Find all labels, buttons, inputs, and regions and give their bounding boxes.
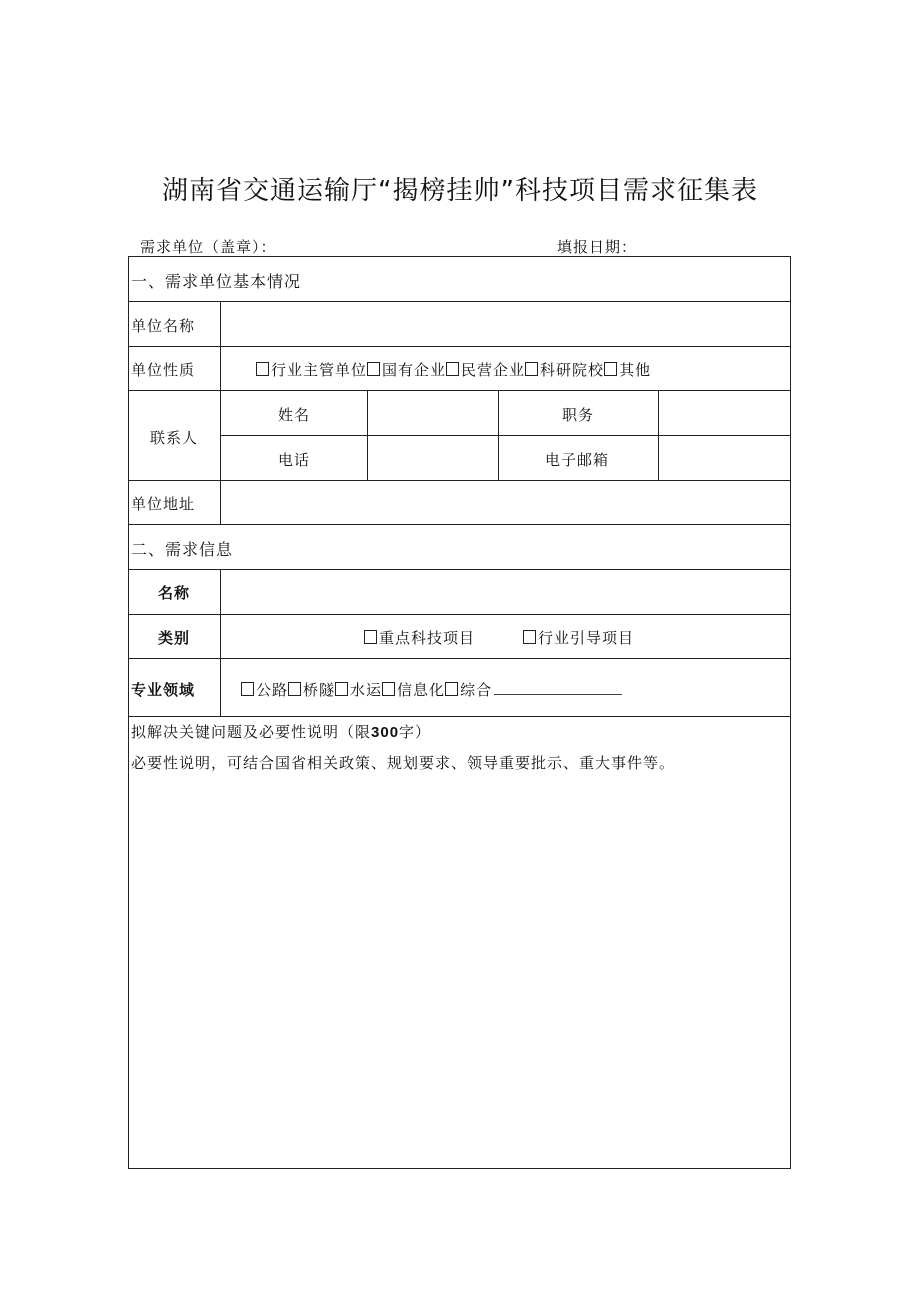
row-divider: [128, 480, 791, 481]
checkbox-icon: [335, 682, 348, 696]
col-divider: [367, 390, 368, 480]
contact-email-field[interactable]: [660, 437, 789, 479]
nature-option[interactable]: 民营企业: [446, 359, 525, 380]
field-option[interactable]: 桥隧: [288, 679, 335, 700]
row-divider: [128, 301, 791, 302]
contact-name-field[interactable]: [369, 392, 496, 434]
nature-option[interactable]: 科研院校: [525, 359, 604, 380]
col-divider: [498, 390, 499, 480]
field-option[interactable]: 公路: [241, 679, 288, 700]
col-divider: [220, 569, 221, 716]
unit-nature-options: [256, 359, 651, 380]
checkbox-icon: [445, 682, 458, 696]
fill-date-label: 填报日期：: [557, 238, 638, 256]
row-divider: [128, 524, 791, 525]
unit-nature-label: 单位性质: [131, 361, 196, 379]
category-option-guide[interactable]: 行业引导项目: [523, 627, 634, 648]
row-divider: [128, 658, 791, 659]
unit-seal-label: 需求单位（盖章）：: [140, 238, 277, 256]
row-divider: [128, 716, 791, 717]
category-label: 类别: [158, 629, 191, 647]
row-divider: [128, 390, 791, 391]
nature-option[interactable]: 行业主管单位: [256, 359, 367, 380]
section2-title: 二、需求信息: [131, 540, 234, 559]
unit-address-label: 单位地址: [131, 495, 196, 513]
demand-name-label: 名称: [158, 584, 191, 602]
checkbox-icon: [446, 362, 459, 376]
row-divider: [128, 569, 791, 570]
nature-option[interactable]: 国有企业: [367, 359, 446, 380]
row-divider: [128, 614, 791, 615]
contact-email-label: 电子邮箱: [545, 451, 610, 469]
contact-position-field[interactable]: [660, 392, 789, 434]
contact-position-label: 职务: [562, 406, 595, 424]
checkbox-icon: [604, 362, 617, 376]
section1-title: 一、需求单位基本情况: [131, 272, 302, 291]
contact-label: 联系人: [150, 429, 199, 447]
field-option[interactable]: 信息化: [382, 679, 445, 700]
field-options: [241, 679, 622, 700]
checkbox-icon: [364, 630, 377, 644]
checkbox-icon: [382, 682, 395, 696]
page-title: 湖南省交通运输厅“揭榜挂帅”科技项目需求征集表: [162, 176, 758, 206]
checkbox-icon: [367, 362, 380, 376]
nature-option[interactable]: 其他: [604, 359, 651, 380]
contact-name-label: 姓名: [278, 406, 311, 424]
row-divider: [220, 435, 791, 436]
field-label: 专业领域: [131, 681, 196, 699]
checkbox-icon: [523, 630, 536, 644]
row-divider: [128, 346, 791, 347]
field-other-blank[interactable]: [494, 682, 622, 695]
unit-name-field[interactable]: [222, 303, 789, 344]
checkbox-icon: [288, 682, 301, 696]
checkbox-icon: [256, 362, 269, 376]
checkbox-icon: [241, 682, 254, 696]
category-option-key[interactable]: 重点科技项目: [364, 627, 475, 648]
contact-phone-field[interactable]: [369, 437, 496, 479]
col-divider: [220, 301, 221, 524]
contact-phone-label: 电话: [278, 451, 311, 469]
field-option[interactable]: 综合: [445, 679, 492, 700]
problem-hint: 必要性说明，可结合国省相关政策、规划要求、领导重要批示、重大事件等。: [131, 754, 676, 772]
problem-text-area[interactable]: [130, 775, 789, 1167]
demand-name-field[interactable]: [222, 571, 789, 612]
unit-address-field[interactable]: [222, 482, 789, 523]
problem-label: 拟解决关键问题及必要性说明（限300字）: [131, 723, 432, 741]
unit-name-label: 单位名称: [131, 317, 196, 335]
field-option[interactable]: 水运: [335, 679, 382, 700]
col-divider: [658, 390, 659, 480]
checkbox-icon: [525, 362, 538, 376]
